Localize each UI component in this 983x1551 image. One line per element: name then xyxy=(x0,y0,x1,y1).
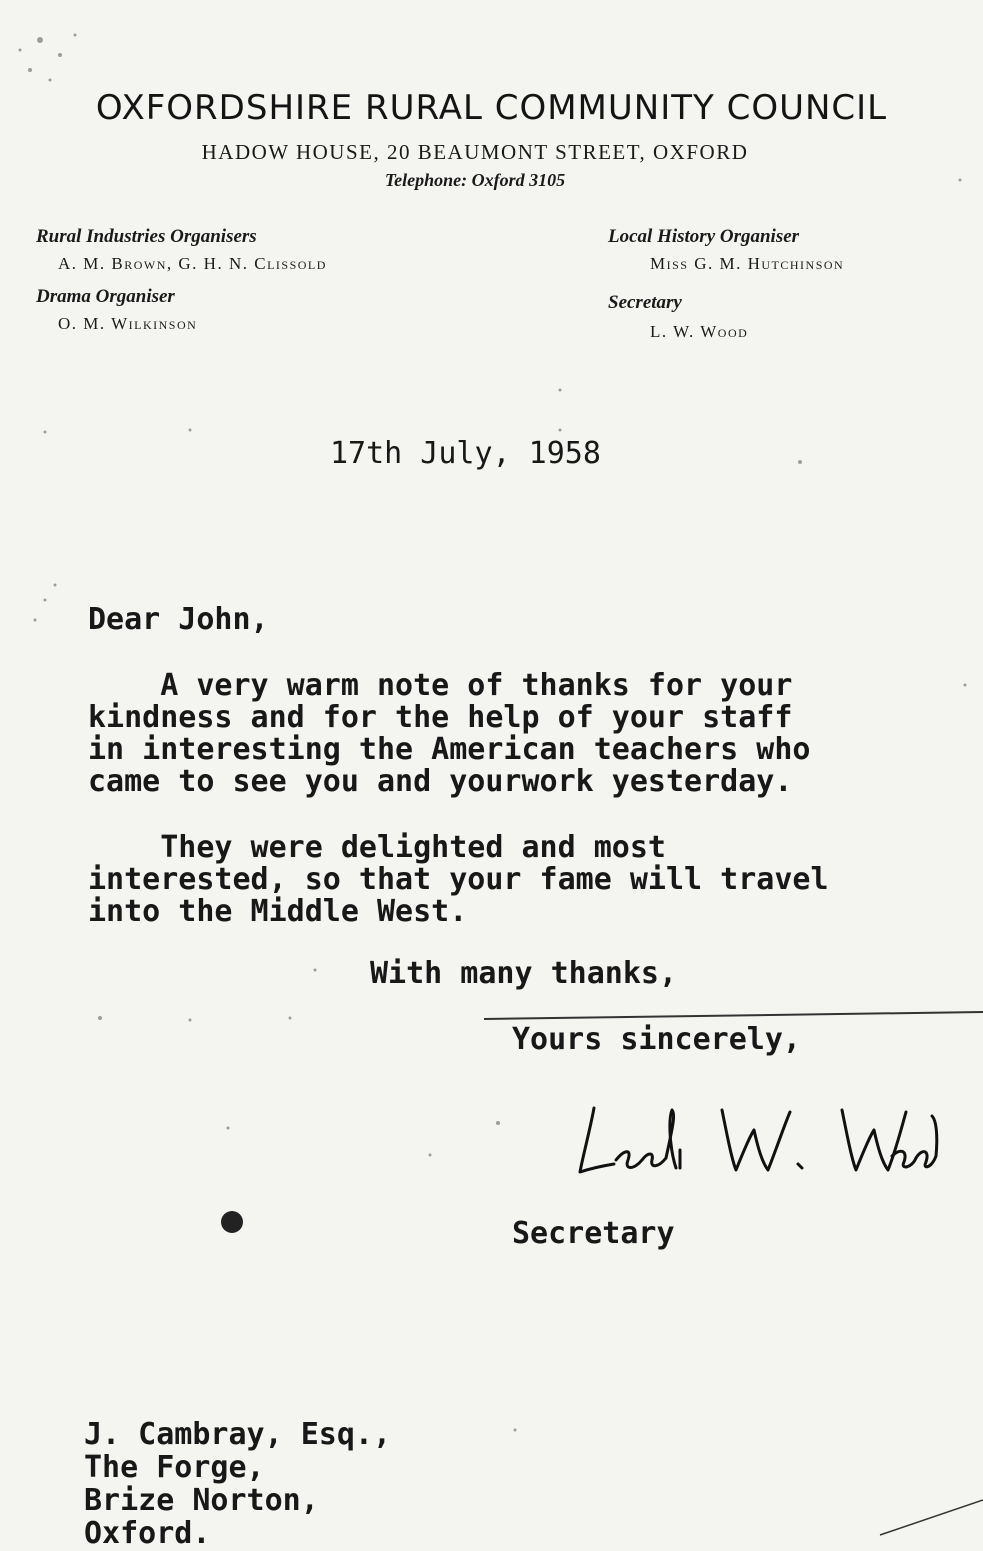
role-title-local-history: Local History Organiser xyxy=(608,226,800,247)
body-paragraph-1: A very warm note of thanks for your kindness and for the help of your staff in interesting the American teachers who came to see you and yourwork yesterday. xyxy=(88,668,811,799)
org-telephone: Telephone: Oxford 3105 xyxy=(384,170,566,190)
role-title-secretary: Secretary xyxy=(608,292,682,313)
signer-role: Secretary xyxy=(512,1216,675,1251)
role-names-secretary: L. W. Wood xyxy=(650,322,749,341)
role-names-drama: O. M. Wilkinson xyxy=(58,314,198,333)
addressee-block: J. Cambray, Esq., The Forge, Brize Norton, Oxford. xyxy=(84,1417,392,1551)
salutation: Dear John, xyxy=(88,602,269,637)
sign-off: Yours sincerely, xyxy=(512,1022,801,1057)
role-title-rural-industries: Rural Industries Organisers xyxy=(36,226,257,247)
role-names-local-history: Miss G. M. Hutchinson xyxy=(650,254,845,273)
body-paragraph-2: They were delighted and most interested, so that your fame will travel into the Middle West. xyxy=(88,830,829,929)
handwritten-signature xyxy=(572,1090,942,1190)
org-address: HADOW HOUSE, 20 BEAUMONT STREET, OXFORD xyxy=(201,140,749,164)
letter-date: 17th July, 1958 xyxy=(330,436,601,471)
org-name: OXFORDSHIRE RURAL COMMUNITY COUNCIL xyxy=(95,88,888,128)
ink-blot xyxy=(221,1211,243,1233)
role-title-drama: Drama Organiser xyxy=(36,286,175,307)
closing-line: With many thanks, xyxy=(370,956,678,991)
role-names-rural-industries: A. M. Brown, G. H. N. Clissold xyxy=(58,254,327,273)
